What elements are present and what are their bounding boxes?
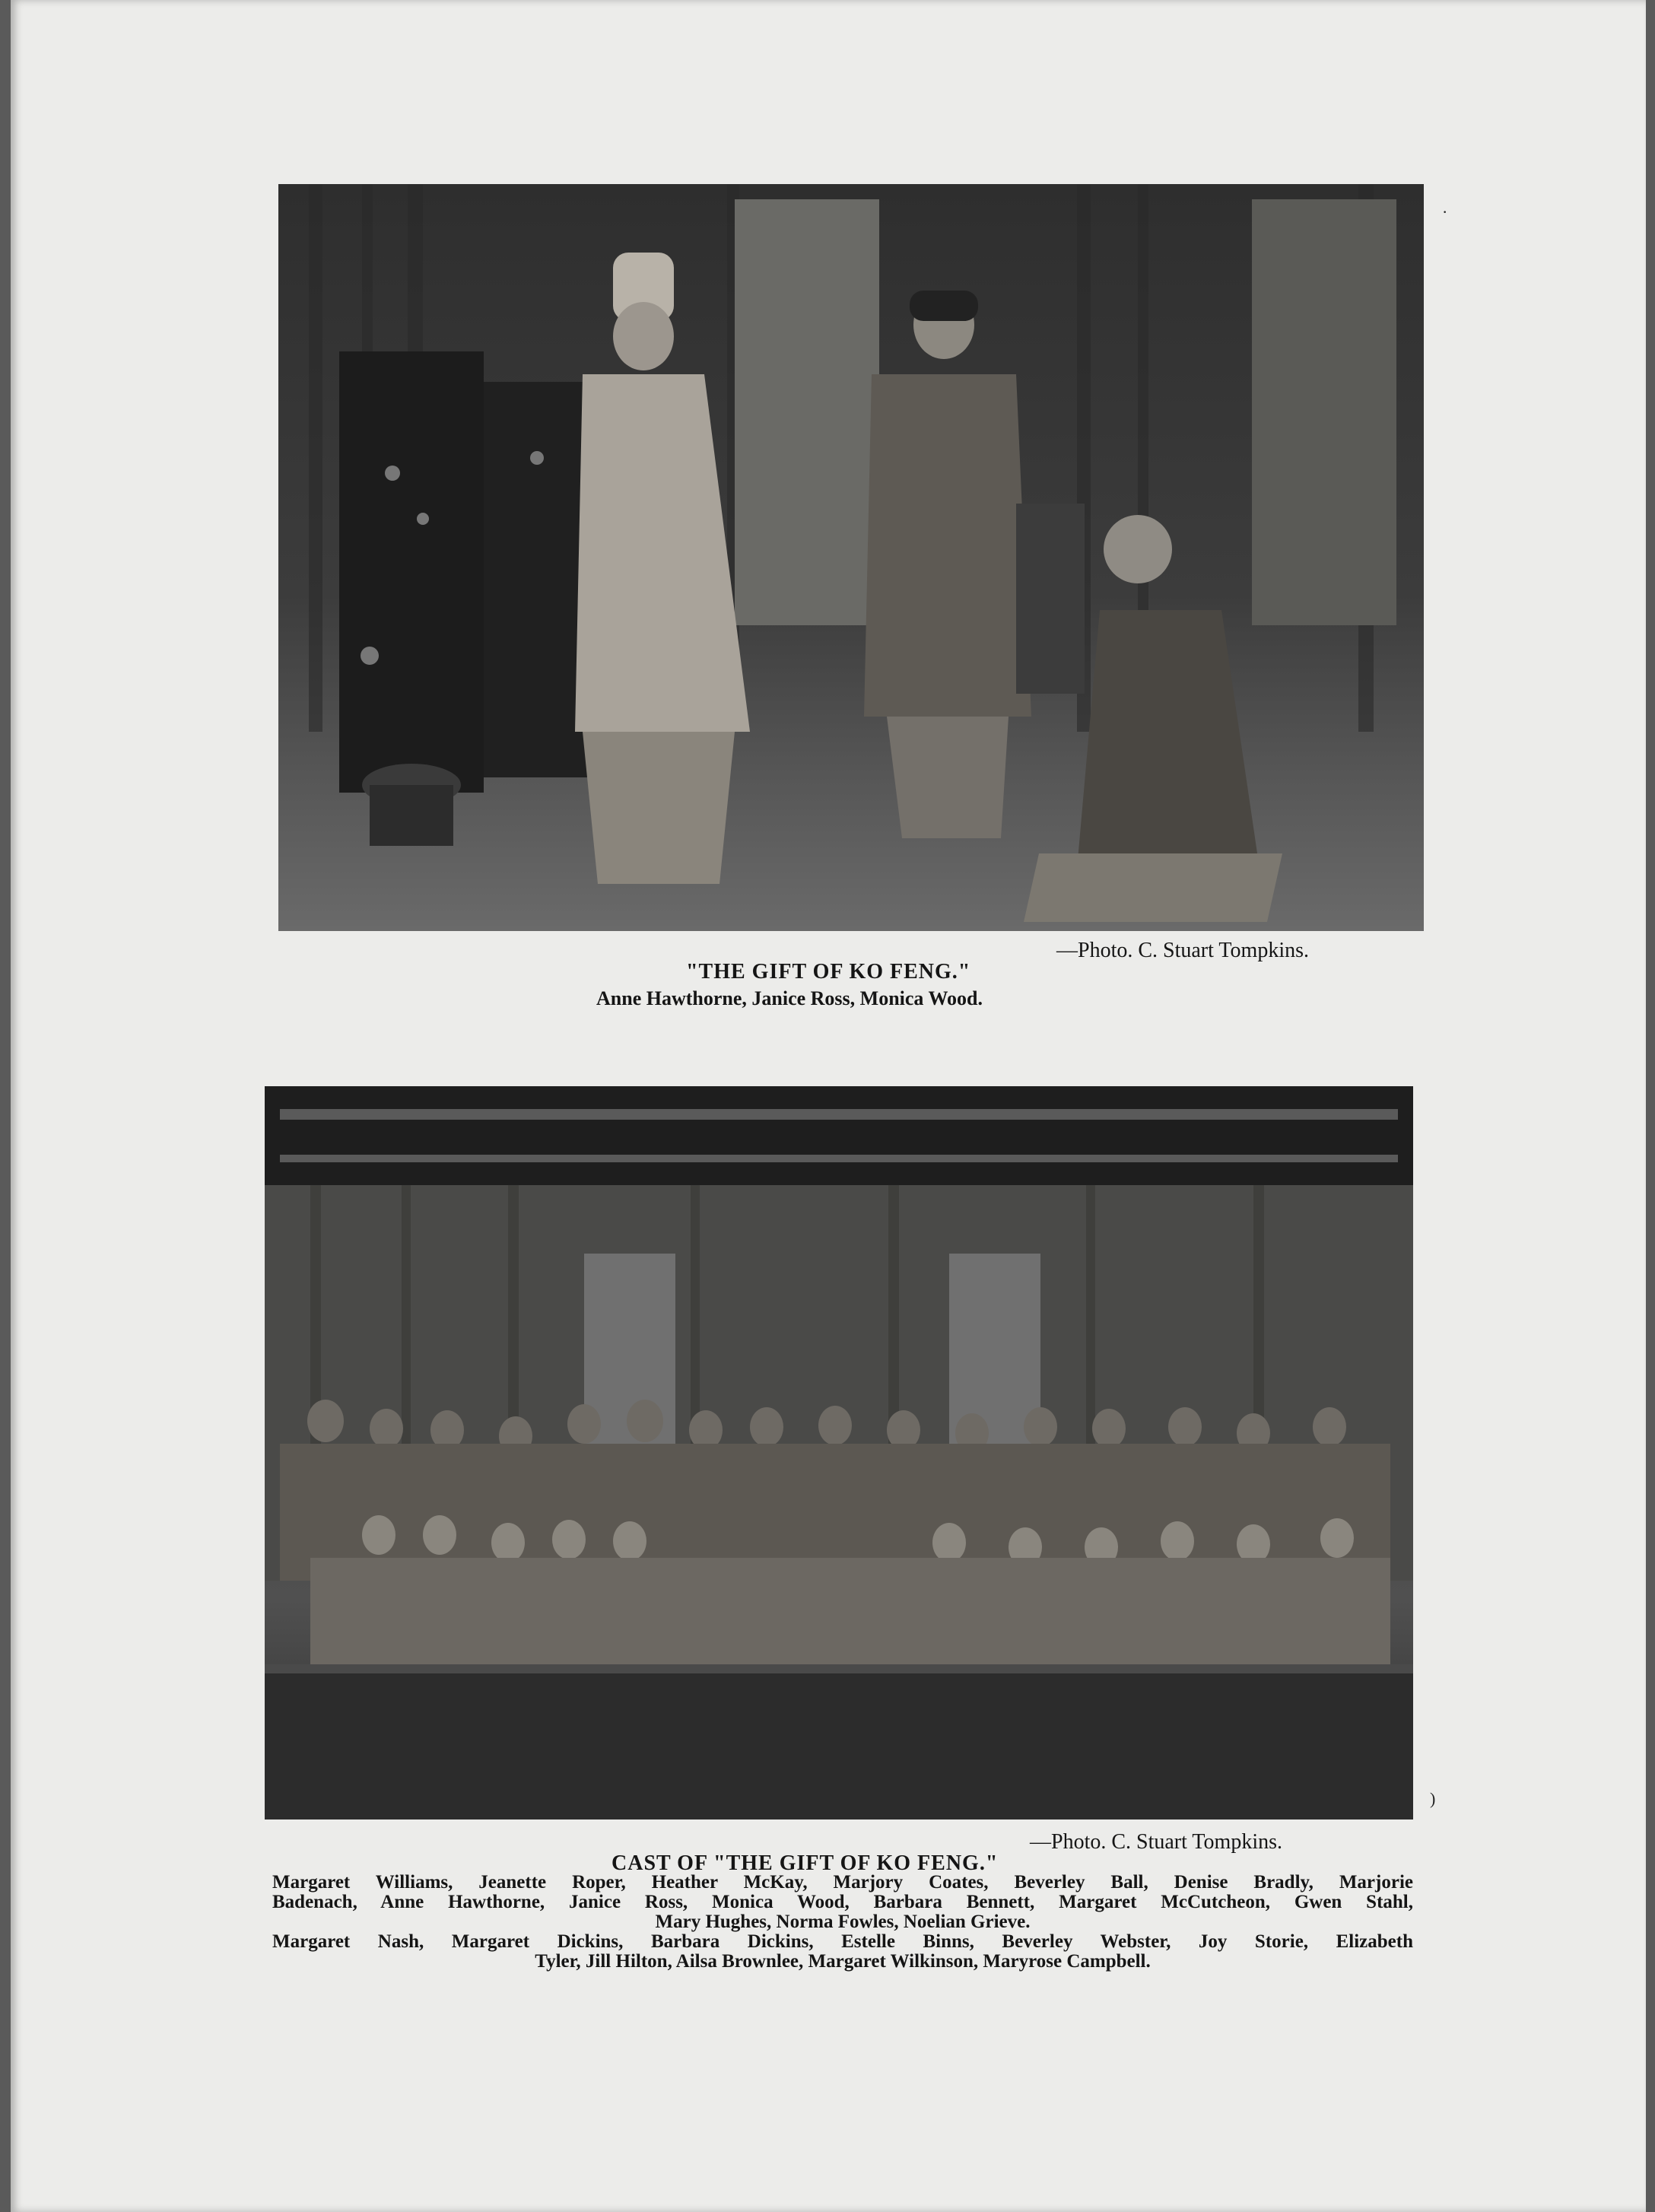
margin-mark: · xyxy=(1442,202,1448,221)
cast-line: Badenach, Anne Hawthorne, Janice Ross, Monica Wood, Barbara Bennett, Margaret McCutcheon, Gwen Stahl, xyxy=(272,1892,1413,1912)
document-page xyxy=(11,0,1646,2212)
cast-group-photo xyxy=(265,1086,1413,1819)
photo1-credit: —Photo. C. Stuart Tompkins. xyxy=(1056,939,1310,962)
photo1-names: Anne Hawthorne, Janice Ross, Monica Wood. xyxy=(596,987,983,1009)
photo2-title: CAST OF "THE GIFT OF KO FENG." xyxy=(611,1851,999,1875)
stage-scene-photo xyxy=(278,184,1424,931)
stage-scene-illustration xyxy=(278,184,1424,931)
photo2-credit: —Photo. C. Stuart Tompkins. xyxy=(1030,1830,1283,1854)
cast-line: Mary Hughes, Norma Fowles, Noelian Grieve. xyxy=(655,1912,1031,1932)
cast-line: Margaret Williams, Jeanette Roper, Heather McKay, Marjory Coates, Beverley Ball, Denise Bradly, Marjorie xyxy=(272,1872,1413,1893)
cast-line: Tyler, Jill Hilton, Ailsa Brownlee, Margaret Wilkinson, Maryrose Campbell. xyxy=(535,1951,1151,1972)
cast-group-illustration xyxy=(265,1086,1413,1819)
photo1-title: "THE GIFT OF KO FENG." xyxy=(686,960,971,984)
cast-list xyxy=(272,1873,1413,1972)
cast-line: Margaret Nash, Margaret Dickins, Barbara Dickins, Estelle Binns, Beverley Webster, Joy Storie, Elizabeth xyxy=(272,1931,1413,1952)
margin-mark: ) xyxy=(1430,1789,1436,1808)
